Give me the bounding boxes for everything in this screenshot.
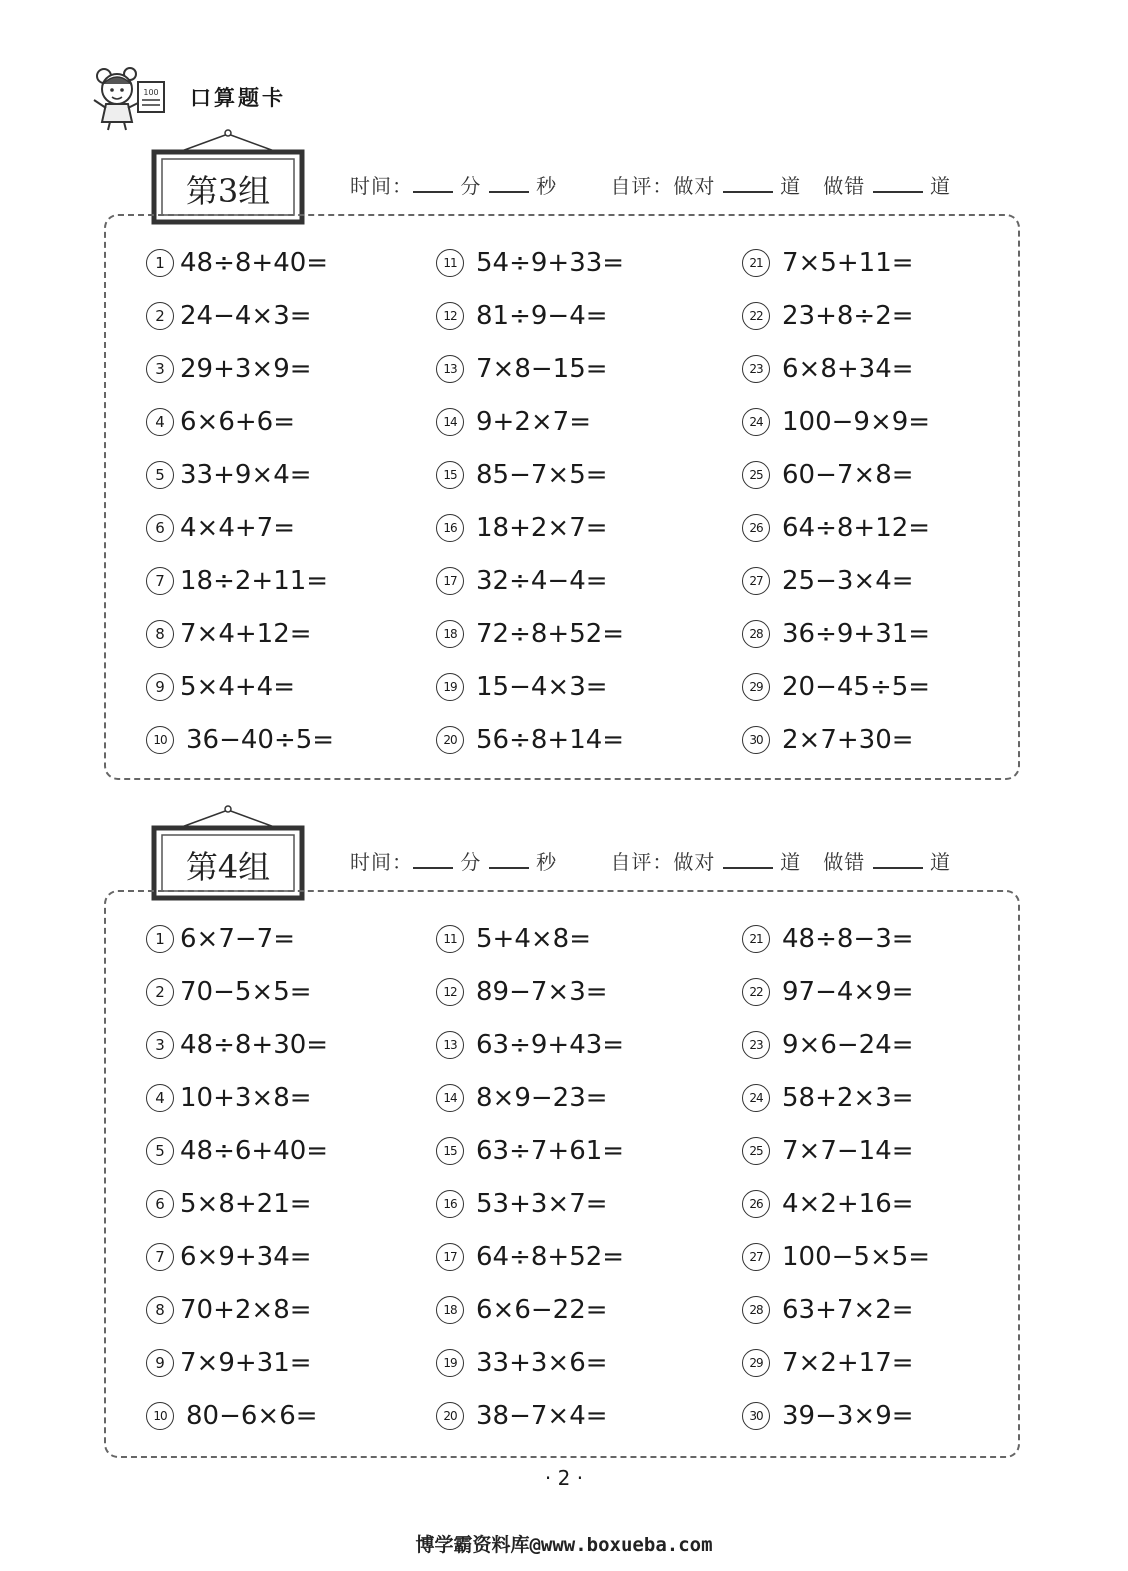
question-number: 14 xyxy=(436,408,464,436)
question-number: 2 xyxy=(146,302,174,330)
question-expression: 4×2+16= xyxy=(782,1188,914,1219)
question-row xyxy=(742,1230,930,1283)
question-expression: 7×8−15= xyxy=(476,353,608,384)
question-number: 21 xyxy=(742,249,770,277)
question-number: 16 xyxy=(436,514,464,542)
time-eval-line xyxy=(350,846,951,875)
question-row xyxy=(436,1230,624,1283)
question-row xyxy=(436,448,624,501)
question-row xyxy=(436,965,624,1018)
question-number: 7 xyxy=(146,567,174,595)
question-row xyxy=(436,1124,624,1177)
question-row xyxy=(146,448,334,501)
question-number: 19 xyxy=(436,673,464,701)
question-row xyxy=(146,912,328,965)
question-number: 7 xyxy=(146,1243,174,1271)
wrong-count-blank[interactable] xyxy=(873,173,923,193)
page-header xyxy=(90,62,286,132)
question-row xyxy=(742,1177,930,1230)
question-row xyxy=(742,342,930,395)
question-row xyxy=(742,1389,930,1442)
wrong-label: 做错 xyxy=(823,174,866,198)
group-label: 第3组 xyxy=(185,172,271,210)
question-expression: 63÷7+61= xyxy=(476,1135,625,1166)
question-expression: 4×4+7= xyxy=(180,512,295,543)
question-expression: 100−5×5= xyxy=(782,1241,931,1272)
question-column xyxy=(436,912,624,1442)
question-expression: 6×8+34= xyxy=(782,353,914,384)
question-row xyxy=(742,289,930,342)
seconds-blank[interactable] xyxy=(489,849,529,869)
questions-box xyxy=(104,214,1020,780)
question-expression: 38−7×4= xyxy=(476,1400,608,1431)
question-number: 9 xyxy=(146,673,174,701)
question-expression: 7×2+17= xyxy=(782,1347,914,1378)
question-row xyxy=(436,607,624,660)
question-expression: 56÷8+14= xyxy=(476,724,625,755)
question-number: 12 xyxy=(436,302,464,330)
question-expression: 97−4×9= xyxy=(782,976,914,1007)
question-number: 30 xyxy=(742,1402,770,1430)
question-row xyxy=(146,236,334,289)
question-number: 13 xyxy=(436,1031,464,1059)
question-number: 16 xyxy=(436,1190,464,1218)
question-number: 26 xyxy=(742,514,770,542)
question-row xyxy=(146,342,334,395)
question-expression: 53+3×7= xyxy=(476,1188,608,1219)
question-expression: 33+9×4= xyxy=(180,459,312,490)
question-column xyxy=(742,912,930,1442)
question-number: 23 xyxy=(742,355,770,383)
question-number: 10 xyxy=(146,726,174,754)
question-row xyxy=(436,1071,624,1124)
question-number: 15 xyxy=(436,461,464,489)
question-number: 5 xyxy=(146,1137,174,1165)
question-expression: 36÷9+31= xyxy=(782,618,931,649)
question-expression: 7×4+12= xyxy=(180,618,312,649)
question-column xyxy=(146,236,334,766)
question-row xyxy=(436,236,624,289)
question-number: 3 xyxy=(146,355,174,383)
correct-count-blank[interactable] xyxy=(723,849,773,869)
question-expression: 7×9+31= xyxy=(180,1347,312,1378)
wrong-count-blank[interactable] xyxy=(873,849,923,869)
question-number: 18 xyxy=(436,1296,464,1324)
question-expression: 63÷9+43= xyxy=(476,1029,625,1060)
question-row xyxy=(146,1230,328,1283)
questions-unit: 道 xyxy=(929,850,951,874)
question-number: 18 xyxy=(436,620,464,648)
wrong-label: 做错 xyxy=(823,850,866,874)
question-expression: 33+3×6= xyxy=(476,1347,608,1378)
seconds-blank[interactable] xyxy=(489,173,529,193)
question-expression: 70−5×5= xyxy=(180,976,312,1007)
question-expression: 100−9×9= xyxy=(782,406,931,437)
seconds-unit: 秒 xyxy=(536,850,558,874)
question-expression: 36−40÷5= xyxy=(186,724,335,755)
question-row xyxy=(146,1071,328,1124)
question-number: 24 xyxy=(742,1084,770,1112)
question-number: 28 xyxy=(742,1296,770,1324)
question-expression: 58+2×3= xyxy=(782,1082,914,1113)
question-expression: 48÷8+30= xyxy=(180,1029,329,1060)
self-eval-label: 自评：做对 xyxy=(610,174,716,198)
question-number: 1 xyxy=(146,925,174,953)
group-label: 第4组 xyxy=(185,848,271,886)
question-expression: 81÷9−4= xyxy=(476,300,608,331)
question-row xyxy=(146,1177,328,1230)
question-expression: 5+4×8= xyxy=(476,923,591,954)
questions-box xyxy=(104,890,1020,1458)
question-row xyxy=(146,1283,328,1336)
question-row xyxy=(146,395,334,448)
time-label: 时间： xyxy=(350,850,413,874)
question-expression: 6×7−7= xyxy=(180,923,295,954)
question-expression: 9×6−24= xyxy=(782,1029,914,1060)
question-expression: 48÷8−3= xyxy=(782,923,914,954)
questions-unit: 道 xyxy=(929,174,951,198)
question-expression: 18+2×7= xyxy=(476,512,608,543)
question-number: 6 xyxy=(146,1190,174,1218)
question-column xyxy=(742,236,930,766)
self-eval-label: 自评：做对 xyxy=(610,850,716,874)
question-expression: 89−7×3= xyxy=(476,976,608,1007)
question-expression: 24−4×3= xyxy=(180,300,312,331)
question-number: 6 xyxy=(146,514,174,542)
question-row xyxy=(742,1336,930,1389)
question-row xyxy=(742,501,930,554)
question-expression: 64÷8+12= xyxy=(782,512,931,543)
question-number: 17 xyxy=(436,567,464,595)
question-number: 25 xyxy=(742,1137,770,1165)
question-row xyxy=(742,607,930,660)
question-row xyxy=(436,1389,624,1442)
question-row xyxy=(742,1071,930,1124)
question-row xyxy=(742,1283,930,1336)
question-row xyxy=(742,1124,930,1177)
question-row xyxy=(436,912,624,965)
question-row xyxy=(436,395,624,448)
time-label: 时间： xyxy=(350,174,413,198)
question-number: 29 xyxy=(742,673,770,701)
question-number: 22 xyxy=(742,302,770,330)
question-number: 25 xyxy=(742,461,770,489)
question-number: 8 xyxy=(146,1296,174,1324)
question-expression: 5×4+4= xyxy=(180,671,295,702)
question-expression: 7×5+11= xyxy=(782,247,914,278)
question-expression: 39−3×9= xyxy=(782,1400,914,1431)
question-row xyxy=(742,1018,930,1071)
question-row xyxy=(742,448,930,501)
question-row xyxy=(436,1283,624,1336)
question-row xyxy=(146,554,334,607)
question-number: 21 xyxy=(742,925,770,953)
question-expression: 9+2×7= xyxy=(476,406,591,437)
page-title: 口算题卡 xyxy=(190,86,286,110)
question-expression: 60−7×8= xyxy=(782,459,914,490)
question-number: 11 xyxy=(436,925,464,953)
question-expression: 7×7−14= xyxy=(782,1135,914,1166)
minutes-blank[interactable] xyxy=(413,173,453,193)
question-expression: 23+8÷2= xyxy=(782,300,914,331)
question-row xyxy=(436,289,624,342)
question-expression: 20−45÷5= xyxy=(782,671,931,702)
question-number: 20 xyxy=(436,1402,464,1430)
question-expression: 64÷8+52= xyxy=(476,1241,625,1272)
question-row xyxy=(742,912,930,965)
question-number: 30 xyxy=(742,726,770,754)
question-row xyxy=(742,236,930,289)
question-row xyxy=(146,1124,328,1177)
question-row xyxy=(146,1389,328,1442)
question-row xyxy=(146,1018,328,1071)
question-column xyxy=(146,912,328,1442)
questions-unit: 道 xyxy=(780,850,802,874)
question-number: 12 xyxy=(436,978,464,1006)
question-expression: 6×6−22= xyxy=(476,1294,608,1325)
question-number: 15 xyxy=(436,1137,464,1165)
question-row xyxy=(742,554,930,607)
score-card-text: 100 xyxy=(143,88,159,97)
question-number: 24 xyxy=(742,408,770,436)
question-number: 5 xyxy=(146,461,174,489)
question-row xyxy=(742,713,930,766)
question-expression: 18÷2+11= xyxy=(180,565,329,596)
question-expression: 25−3×4= xyxy=(782,565,914,596)
question-row xyxy=(146,1336,328,1389)
question-row xyxy=(742,660,930,713)
question-expression: 6×6+6= xyxy=(180,406,295,437)
question-number: 4 xyxy=(146,1084,174,1112)
question-number: 13 xyxy=(436,355,464,383)
question-number: 1 xyxy=(146,249,174,277)
question-number: 3 xyxy=(146,1031,174,1059)
question-number: 22 xyxy=(742,978,770,1006)
question-number: 11 xyxy=(436,249,464,277)
question-number: 20 xyxy=(436,726,464,754)
question-expression: 29+3×9= xyxy=(180,353,312,384)
question-number: 9 xyxy=(146,1349,174,1377)
minutes-blank[interactable] xyxy=(413,849,453,869)
question-number: 27 xyxy=(742,1243,770,1271)
question-expression: 6×9+34= xyxy=(180,1241,312,1272)
question-row xyxy=(436,1177,624,1230)
question-number: 26 xyxy=(742,1190,770,1218)
questions-unit: 道 xyxy=(780,174,802,198)
question-row xyxy=(436,1018,624,1071)
question-row xyxy=(146,713,334,766)
question-number: 4 xyxy=(146,408,174,436)
question-number: 27 xyxy=(742,567,770,595)
question-expression: 5×8+21= xyxy=(180,1188,312,1219)
question-number: 17 xyxy=(436,1243,464,1271)
question-expression: 8×9−23= xyxy=(476,1082,608,1113)
question-expression: 48÷8+40= xyxy=(180,247,329,278)
minutes-unit: 分 xyxy=(460,174,482,198)
question-row xyxy=(436,1336,624,1389)
question-expression: 72÷8+52= xyxy=(476,618,625,649)
question-number: 23 xyxy=(742,1031,770,1059)
question-row xyxy=(436,342,624,395)
question-expression: 2×7+30= xyxy=(782,724,914,755)
question-row xyxy=(742,395,930,448)
question-row xyxy=(436,554,624,607)
question-expression: 32÷4−4= xyxy=(476,565,608,596)
girl-with-score-card-icon xyxy=(90,62,168,132)
question-expression: 15−4×3= xyxy=(476,671,608,702)
question-number: 10 xyxy=(146,1402,174,1430)
time-eval-line xyxy=(350,170,951,199)
question-number: 28 xyxy=(742,620,770,648)
question-expression: 80−6×6= xyxy=(186,1400,318,1431)
question-expression: 85−7×5= xyxy=(476,459,608,490)
question-expression: 10+3×8= xyxy=(180,1082,312,1113)
question-row xyxy=(436,713,624,766)
question-row xyxy=(146,660,334,713)
question-expression: 48÷6+40= xyxy=(180,1135,329,1166)
question-number: 19 xyxy=(436,1349,464,1377)
question-number: 8 xyxy=(146,620,174,648)
question-number: 2 xyxy=(146,978,174,1006)
question-number: 29 xyxy=(742,1349,770,1377)
minutes-unit: 分 xyxy=(460,850,482,874)
question-expression: 63+7×2= xyxy=(782,1294,914,1325)
question-row xyxy=(742,965,930,1018)
question-row xyxy=(436,501,624,554)
footer-watermark: 博学霸资料库@www.boxueba.com xyxy=(415,1534,713,1556)
question-row xyxy=(146,607,334,660)
page-number: · 2 · xyxy=(544,1466,584,1490)
question-column xyxy=(436,236,624,766)
correct-count-blank[interactable] xyxy=(723,173,773,193)
question-row xyxy=(146,289,334,342)
question-row xyxy=(146,965,328,1018)
question-row xyxy=(436,660,624,713)
question-number: 14 xyxy=(436,1084,464,1112)
question-row xyxy=(146,501,334,554)
question-expression: 54÷9+33= xyxy=(476,247,625,278)
question-expression: 70+2×8= xyxy=(180,1294,312,1325)
seconds-unit: 秒 xyxy=(536,174,558,198)
